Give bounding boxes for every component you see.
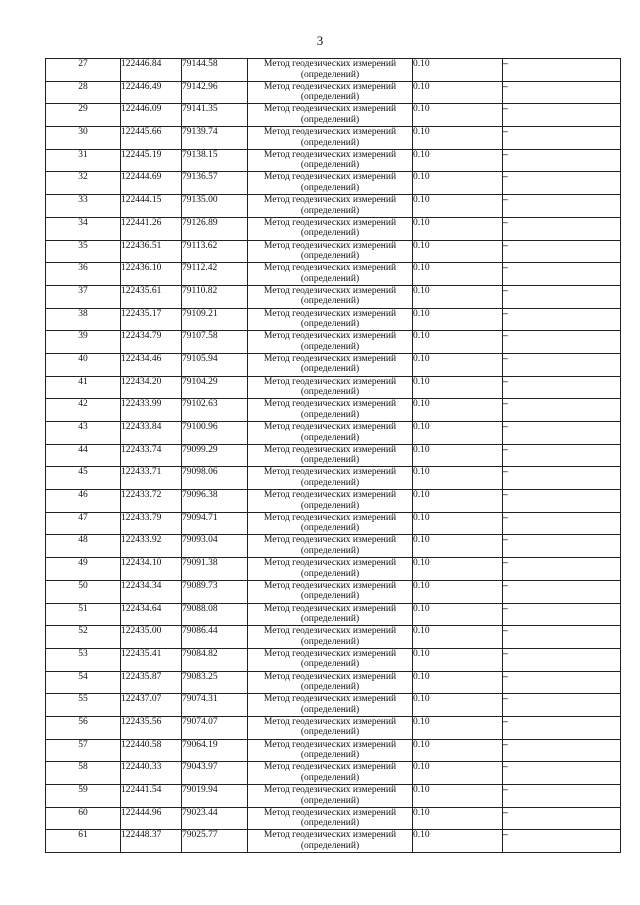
method-cell: Метод геодезических измерений (определений) <box>248 104 413 127</box>
point-number-cell: 53 <box>46 648 121 671</box>
x-coordinate-cell: 122446.84 <box>121 59 182 82</box>
accuracy-cell: 0.10 <box>413 376 503 399</box>
accuracy-cell: 0.10 <box>413 263 503 286</box>
point-number-cell: 29 <box>46 104 121 127</box>
method-cell: Метод геодезических измерений (определений) <box>248 240 413 263</box>
note-cell: – <box>503 240 621 263</box>
table-row <box>46 331 621 354</box>
table-row <box>46 580 621 603</box>
table-row <box>46 807 621 830</box>
point-number-cell: 50 <box>46 580 121 603</box>
method-cell: Метод геодезических измерений (определений) <box>248 285 413 308</box>
method-cell: Метод геодезических измерений (определений) <box>248 558 413 581</box>
accuracy-cell: 0.10 <box>413 716 503 739</box>
accuracy-cell: 0.10 <box>413 626 503 649</box>
note-cell: – <box>503 444 621 467</box>
point-number-cell: 57 <box>46 739 121 762</box>
y-coordinate-cell: 79136.57 <box>182 172 248 195</box>
method-cell: Метод геодезических измерений (определений) <box>248 490 413 513</box>
table-row <box>46 512 621 535</box>
table-row <box>46 263 621 286</box>
x-coordinate-cell: 122433.99 <box>121 399 182 422</box>
point-number-cell: 41 <box>46 376 121 399</box>
y-coordinate-cell: 79141.35 <box>182 104 248 127</box>
point-number-cell: 33 <box>46 195 121 218</box>
method-cell: Метод геодезических измерений (определений) <box>248 739 413 762</box>
note-cell: – <box>503 580 621 603</box>
y-coordinate-cell: 79107.58 <box>182 331 248 354</box>
table-row <box>46 353 621 376</box>
x-coordinate-cell: 122445.66 <box>121 127 182 150</box>
note-cell: – <box>503 104 621 127</box>
x-coordinate-cell: 122433.71 <box>121 467 182 490</box>
note-cell: – <box>503 490 621 513</box>
table-row <box>46 785 621 808</box>
point-number-cell: 48 <box>46 535 121 558</box>
method-cell: Метод геодезических измерений (определений) <box>248 785 413 808</box>
note-cell: – <box>503 399 621 422</box>
y-coordinate-cell: 79064.19 <box>182 739 248 762</box>
table-row <box>46 830 621 853</box>
accuracy-cell: 0.10 <box>413 240 503 263</box>
table-row <box>46 59 621 82</box>
note-cell: – <box>503 626 621 649</box>
note-cell: – <box>503 785 621 808</box>
table-row <box>46 694 621 717</box>
note-cell: – <box>503 81 621 104</box>
y-coordinate-cell: 79099.29 <box>182 444 248 467</box>
note-cell: – <box>503 603 621 626</box>
note-cell: – <box>503 195 621 218</box>
x-coordinate-cell: 122434.20 <box>121 376 182 399</box>
point-number-cell: 39 <box>46 331 121 354</box>
accuracy-cell: 0.10 <box>413 807 503 830</box>
point-number-cell: 31 <box>46 149 121 172</box>
table-row <box>46 127 621 150</box>
method-cell: Метод геодезических измерений (определений) <box>248 830 413 853</box>
y-coordinate-cell: 79089.73 <box>182 580 248 603</box>
accuracy-cell: 0.10 <box>413 444 503 467</box>
accuracy-cell: 0.10 <box>413 59 503 82</box>
y-coordinate-cell: 79084.82 <box>182 648 248 671</box>
table-row <box>46 308 621 331</box>
method-cell: Метод геодезических измерений (определений) <box>248 626 413 649</box>
point-number-cell: 38 <box>46 308 121 331</box>
accuracy-cell: 0.10 <box>413 580 503 603</box>
x-coordinate-cell: 122444.15 <box>121 195 182 218</box>
note-cell: – <box>503 422 621 445</box>
accuracy-cell: 0.10 <box>413 785 503 808</box>
point-number-cell: 36 <box>46 263 121 286</box>
method-cell: Метод геодезических измерений (определений) <box>248 535 413 558</box>
method-cell: Метод геодезических измерений (определений) <box>248 399 413 422</box>
accuracy-cell: 0.10 <box>413 172 503 195</box>
method-cell: Метод геодезических измерений (определений) <box>248 376 413 399</box>
point-number-cell: 37 <box>46 285 121 308</box>
method-cell: Метод геодезических измерений (определений) <box>248 217 413 240</box>
point-number-cell: 47 <box>46 512 121 535</box>
table-row <box>46 558 621 581</box>
method-cell: Метод геодезических измерений (определений) <box>248 694 413 717</box>
method-cell: Метод геодезических измерений (определений) <box>248 353 413 376</box>
y-coordinate-cell: 79093.04 <box>182 535 248 558</box>
note-cell: – <box>503 285 621 308</box>
x-coordinate-cell: 122434.64 <box>121 603 182 626</box>
y-coordinate-cell: 79025.77 <box>182 830 248 853</box>
x-coordinate-cell: 122444.69 <box>121 172 182 195</box>
method-cell: Метод геодезических измерений (определений) <box>248 149 413 172</box>
y-coordinate-cell: 79083.25 <box>182 671 248 694</box>
accuracy-cell: 0.10 <box>413 535 503 558</box>
accuracy-cell: 0.10 <box>413 490 503 513</box>
table-row <box>46 648 621 671</box>
accuracy-cell: 0.10 <box>413 694 503 717</box>
x-coordinate-cell: 122433.72 <box>121 490 182 513</box>
y-coordinate-cell: 79043.97 <box>182 762 248 785</box>
accuracy-cell: 0.10 <box>413 149 503 172</box>
table-row <box>46 671 621 694</box>
table-row <box>46 762 621 785</box>
point-number-cell: 58 <box>46 762 121 785</box>
point-number-cell: 34 <box>46 217 121 240</box>
coordinates-table <box>45 58 621 853</box>
accuracy-cell: 0.10 <box>413 127 503 150</box>
note-cell: – <box>503 149 621 172</box>
note-cell: – <box>503 648 621 671</box>
x-coordinate-cell: 122436.10 <box>121 263 182 286</box>
y-coordinate-cell: 79110.82 <box>182 285 248 308</box>
y-coordinate-cell: 79102.63 <box>182 399 248 422</box>
table-row <box>46 399 621 422</box>
x-coordinate-cell: 122433.79 <box>121 512 182 535</box>
point-number-cell: 43 <box>46 422 121 445</box>
y-coordinate-cell: 79126.89 <box>182 217 248 240</box>
method-cell: Метод геодезических измерений (определений) <box>248 331 413 354</box>
x-coordinate-cell: 122437.07 <box>121 694 182 717</box>
table-row <box>46 172 621 195</box>
note-cell: – <box>503 830 621 853</box>
y-coordinate-cell: 79139.74 <box>182 127 248 150</box>
table-row <box>46 603 621 626</box>
point-number-cell: 54 <box>46 671 121 694</box>
point-number-cell: 27 <box>46 59 121 82</box>
x-coordinate-cell: 122435.17 <box>121 308 182 331</box>
x-coordinate-cell: 122441.26 <box>121 217 182 240</box>
x-coordinate-cell: 122445.19 <box>121 149 182 172</box>
note-cell: – <box>503 558 621 581</box>
table-row <box>46 240 621 263</box>
x-coordinate-cell: 122433.92 <box>121 535 182 558</box>
y-coordinate-cell: 79142.96 <box>182 81 248 104</box>
table-row <box>46 467 621 490</box>
method-cell: Метод геодезических измерений (определений) <box>248 308 413 331</box>
accuracy-cell: 0.10 <box>413 512 503 535</box>
point-number-cell: 55 <box>46 694 121 717</box>
page-number: 3 <box>316 33 324 48</box>
y-coordinate-cell: 79112.42 <box>182 263 248 286</box>
x-coordinate-cell: 122436.51 <box>121 240 182 263</box>
y-coordinate-cell: 79088.08 <box>182 603 248 626</box>
method-cell: Метод геодезических измерений (определений) <box>248 762 413 785</box>
point-number-cell: 46 <box>46 490 121 513</box>
x-coordinate-cell: 122444.96 <box>121 807 182 830</box>
accuracy-cell: 0.10 <box>413 422 503 445</box>
x-coordinate-cell: 122441.54 <box>121 785 182 808</box>
y-coordinate-cell: 79104.29 <box>182 376 248 399</box>
y-coordinate-cell: 79023.44 <box>182 807 248 830</box>
accuracy-cell: 0.10 <box>413 739 503 762</box>
point-number-cell: 44 <box>46 444 121 467</box>
method-cell: Метод геодезических измерений (определений) <box>248 467 413 490</box>
y-coordinate-cell: 79144.58 <box>182 59 248 82</box>
y-coordinate-cell: 79135.00 <box>182 195 248 218</box>
point-number-cell: 51 <box>46 603 121 626</box>
x-coordinate-cell: 122433.74 <box>121 444 182 467</box>
note-cell: – <box>503 694 621 717</box>
y-coordinate-cell: 79096.38 <box>182 490 248 513</box>
x-coordinate-cell: 122434.34 <box>121 580 182 603</box>
note-cell: – <box>503 376 621 399</box>
table-row <box>46 149 621 172</box>
x-coordinate-cell: 122433.84 <box>121 422 182 445</box>
method-cell: Метод геодезических измерений (определений) <box>248 422 413 445</box>
x-coordinate-cell: 122448.37 <box>121 830 182 853</box>
table-row <box>46 81 621 104</box>
point-number-cell: 52 <box>46 626 121 649</box>
method-cell: Метод геодезических измерений (определений) <box>248 580 413 603</box>
accuracy-cell: 0.10 <box>413 558 503 581</box>
y-coordinate-cell: 79105.94 <box>182 353 248 376</box>
method-cell: Метод геодезических измерений (определений) <box>248 603 413 626</box>
accuracy-cell: 0.10 <box>413 830 503 853</box>
note-cell: – <box>503 467 621 490</box>
note-cell: – <box>503 762 621 785</box>
method-cell: Метод геодезических измерений (определений) <box>248 671 413 694</box>
note-cell: – <box>503 353 621 376</box>
point-number-cell: 59 <box>46 785 121 808</box>
y-coordinate-cell: 79086.44 <box>182 626 248 649</box>
y-coordinate-cell: 79100.96 <box>182 422 248 445</box>
point-number-cell: 60 <box>46 807 121 830</box>
table-row <box>46 490 621 513</box>
point-number-cell: 28 <box>46 81 121 104</box>
x-coordinate-cell: 122446.49 <box>121 81 182 104</box>
note-cell: – <box>503 512 621 535</box>
point-number-cell: 30 <box>46 127 121 150</box>
accuracy-cell: 0.10 <box>413 217 503 240</box>
note-cell: – <box>503 308 621 331</box>
x-coordinate-cell: 122435.00 <box>121 626 182 649</box>
table-body <box>46 59 621 853</box>
x-coordinate-cell: 122435.87 <box>121 671 182 694</box>
x-coordinate-cell: 122440.58 <box>121 739 182 762</box>
method-cell: Метод геодезических измерений (определений) <box>248 81 413 104</box>
table-row <box>46 217 621 240</box>
table-row <box>46 626 621 649</box>
x-coordinate-cell: 122435.61 <box>121 285 182 308</box>
x-coordinate-cell: 122435.56 <box>121 716 182 739</box>
method-cell: Метод геодезических измерений (определений) <box>248 648 413 671</box>
method-cell: Метод геодезических измерений (определений) <box>248 172 413 195</box>
table-row <box>46 535 621 558</box>
y-coordinate-cell: 79113.62 <box>182 240 248 263</box>
y-coordinate-cell: 79109.21 <box>182 308 248 331</box>
x-coordinate-cell: 122440.33 <box>121 762 182 785</box>
note-cell: – <box>503 535 621 558</box>
accuracy-cell: 0.10 <box>413 603 503 626</box>
note-cell: – <box>503 331 621 354</box>
note-cell: – <box>503 217 621 240</box>
accuracy-cell: 0.10 <box>413 195 503 218</box>
point-number-cell: 32 <box>46 172 121 195</box>
note-cell: – <box>503 172 621 195</box>
table-row <box>46 716 621 739</box>
table-row <box>46 104 621 127</box>
accuracy-cell: 0.10 <box>413 285 503 308</box>
point-number-cell: 45 <box>46 467 121 490</box>
note-cell: – <box>503 807 621 830</box>
y-coordinate-cell: 79091.38 <box>182 558 248 581</box>
x-coordinate-cell: 122435.41 <box>121 648 182 671</box>
method-cell: Метод геодезических измерений (определений) <box>248 195 413 218</box>
method-cell: Метод геодезических измерений (определений) <box>248 807 413 830</box>
y-coordinate-cell: 79074.07 <box>182 716 248 739</box>
accuracy-cell: 0.10 <box>413 331 503 354</box>
accuracy-cell: 0.10 <box>413 353 503 376</box>
method-cell: Метод геодезических измерений (определений) <box>248 127 413 150</box>
method-cell: Метод геодезических измерений (определений) <box>248 444 413 467</box>
note-cell: – <box>503 127 621 150</box>
table-row <box>46 444 621 467</box>
accuracy-cell: 0.10 <box>413 81 503 104</box>
accuracy-cell: 0.10 <box>413 308 503 331</box>
table-row <box>46 195 621 218</box>
note-cell: – <box>503 739 621 762</box>
y-coordinate-cell: 79094.71 <box>182 512 248 535</box>
point-number-cell: 35 <box>46 240 121 263</box>
y-coordinate-cell: 79138.15 <box>182 149 248 172</box>
x-coordinate-cell: 122434.10 <box>121 558 182 581</box>
accuracy-cell: 0.10 <box>413 648 503 671</box>
note-cell: – <box>503 716 621 739</box>
accuracy-cell: 0.10 <box>413 467 503 490</box>
table-row <box>46 422 621 445</box>
point-number-cell: 56 <box>46 716 121 739</box>
y-coordinate-cell: 79074.31 <box>182 694 248 717</box>
method-cell: Метод геодезических измерений (определений) <box>248 512 413 535</box>
x-coordinate-cell: 122446.09 <box>121 104 182 127</box>
x-coordinate-cell: 122434.79 <box>121 331 182 354</box>
method-cell: Метод геодезических измерений (определений) <box>248 263 413 286</box>
accuracy-cell: 0.10 <box>413 399 503 422</box>
note-cell: – <box>503 671 621 694</box>
x-coordinate-cell: 122434.46 <box>121 353 182 376</box>
method-cell: Метод геодезических измерений (определений) <box>248 716 413 739</box>
accuracy-cell: 0.10 <box>413 104 503 127</box>
table-row <box>46 285 621 308</box>
point-number-cell: 42 <box>46 399 121 422</box>
table-row <box>46 739 621 762</box>
point-number-cell: 40 <box>46 353 121 376</box>
y-coordinate-cell: 79098.06 <box>182 467 248 490</box>
point-number-cell: 61 <box>46 830 121 853</box>
accuracy-cell: 0.10 <box>413 671 503 694</box>
note-cell: – <box>503 59 621 82</box>
table-row <box>46 376 621 399</box>
y-coordinate-cell: 79019.94 <box>182 785 248 808</box>
accuracy-cell: 0.10 <box>413 762 503 785</box>
point-number-cell: 49 <box>46 558 121 581</box>
note-cell: – <box>503 263 621 286</box>
method-cell: Метод геодезических измерений (определений) <box>248 59 413 82</box>
